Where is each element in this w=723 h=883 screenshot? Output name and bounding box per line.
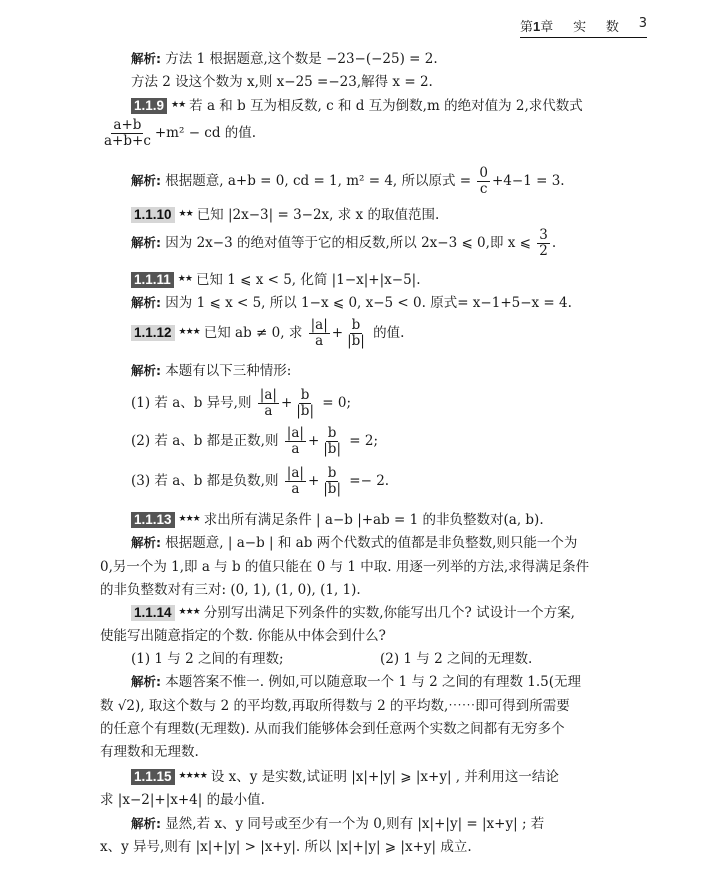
problem-number-tag: 1.1.14: [131, 605, 175, 621]
problem-1-1-13: 1.1.13 ★★★ 求出所有满足条件 | a−b |+ab = 1 的非负整数对(a, b).: [131, 510, 544, 529]
solution-1-1-13: 解析: 根据题意, | a−b | 和 ab 两个代数式的值都是非负整数,则只能一个为: [131, 535, 578, 551]
fraction: $\frac{0}{c}$: [479, 165, 488, 197]
solution-1-1-12: 解析: 本题有以下三种情形:: [131, 363, 292, 379]
problem-number-tag: 1.1.15: [131, 769, 175, 785]
intro-method2: 方法 2 设这个数为 x,则 x−25 =−23,解得 x = 2.: [131, 74, 433, 90]
page-header: [520, 16, 647, 38]
fraction: $\frac{|a|}{a}$: [286, 425, 304, 457]
fraction: $\frac{|a|}{a}$: [310, 317, 328, 349]
chapter-title-1: 实: [573, 20, 587, 35]
fraction: $\frac{a+b}{a+b+c}$: [104, 117, 151, 149]
intro-method1: 解析: 方法 1 根据题意,这个数是 −23−(−25) = 2.: [131, 51, 438, 67]
difficulty-stars-icon: ★★: [171, 100, 186, 110]
difficulty-stars-icon: ★★: [178, 209, 193, 219]
problem-1-1-11: 1.1.11 ★★ 已知 1 ⩽ x < 5, 化简 |1−x|+|x−5|.: [131, 270, 421, 289]
problem-number-tag: 1.1.13: [131, 512, 175, 528]
problem-number-tag: 1.1.10: [131, 207, 175, 223]
problem-1-1-14-line2: 使能写出随意指定的个数. 你能从中体会到什么?: [100, 628, 386, 644]
fraction: $\frac{b}{|b|}$: [347, 317, 365, 349]
chapter-title-2: 数: [605, 20, 619, 35]
difficulty-stars-icon: ★★★: [178, 327, 200, 337]
fraction: $\frac{b}{|b|}$: [323, 425, 341, 457]
problem-1-1-15: 1.1.15 ★★★★ 设 x、y 是实数,试证明 |x|+|y| ⩾ |x+y| , 并利用这一结论: [131, 767, 559, 786]
solution-1-1-10: 解析: 因为 2x−3 的绝对值等于它的相反数,所以 2x−3 ⩽ 0,即 x ⩽ $\frac{3}{2}$ .: [131, 227, 557, 259]
solution-1-1-15-line2: x、y 异号,则有 |x|+|y| > |x+y|. 所以 |x|+|y| ⩾ |x+y| 成立.: [100, 839, 472, 855]
solution-1-1-14-line4: 有理数和无理数.: [100, 744, 199, 760]
problem-1-1-10: 1.1.10 ★★ 已知 |2x−3| = 3−2x, 求 x 的取值范围.: [131, 205, 439, 224]
fraction: $\frac{b}{|b|}$: [323, 465, 341, 497]
difficulty-stars-icon: ★★★: [178, 514, 200, 524]
problem-number-tag: 1.1.9: [131, 98, 167, 114]
problem-1-1-14-sub1: (1) 1 与 2 之间的有理数;: [131, 651, 284, 667]
case-3: (3) 若 a、b 都是负数,则 $\frac{|a|}{a}$ + $\frac{b}{|b|}$ =− 2.: [131, 465, 390, 497]
problem-number-tag: 1.1.12: [131, 325, 175, 341]
solution-1-1-13-line2: 0,另一个为 1,即 a 与 b 的值只能在 0 与 1 中取. 用逐一列举的方法,求得满足条件: [100, 559, 590, 575]
case-1: (1) 若 a、b 异号,则 $\frac{|a|}{a}$ + $\frac{b}{|b|}$ = 0;: [131, 387, 352, 419]
solution-1-1-14-line2: 数 √2), 取这个数与 2 的平均数,再取所得数与 2 的平均数,⋯⋯即可得到所需要: [100, 698, 570, 714]
problem-1-1-15-line2: 求 |x−2|+|x+4| 的最小值.: [100, 792, 265, 808]
difficulty-stars-icon: ★★★: [178, 607, 200, 617]
problem-1-1-9-expr: $\frac{a+b}{a+b+c}$ +m² − cd 的值.: [104, 117, 257, 149]
solution-1-1-11: 解析: 因为 1 ⩽ x < 5, 所以 1−x ⩽ 0, x−5 < 0. 原式= x−1+5−x = 4.: [131, 295, 572, 311]
chapter-label: 第1章: [520, 19, 554, 35]
problem-1-1-14-sub2: (2) 1 与 2 之间的无理数.: [380, 651, 533, 667]
case-2: (2) 若 a、b 都是正数,则 $\frac{|a|}{a}$ + $\frac{b}{|b|}$ = 2;: [131, 425, 379, 457]
fraction: $\frac{b}{|b|}$: [296, 387, 314, 419]
problem-1-1-9: 1.1.9 ★★ 若 a 和 b 互为相反数, c 和 d 互为倒数,m 的绝对值为 2,求代数式: [131, 96, 583, 115]
fraction: $\frac{|a|}{a}$: [259, 387, 277, 419]
fraction: $\frac{|a|}{a}$: [286, 465, 304, 497]
solution-1-1-14-line3: 的任意个有理数(无理数). 从而我们能够体会到任意两个实数之间都有无穷多个: [100, 721, 565, 737]
solution-1-1-14: 解析: 本题答案不惟一. 例如,可以随意取一个 1 与 2 之间的有理数 1.5(无理: [131, 674, 582, 690]
fraction: $\frac{3}{2}$: [539, 227, 548, 259]
page-number: 3: [638, 16, 647, 31]
solution-1-1-15: 解析: 显然,若 x、y 同号或至少有一个为 0,则有 |x|+|y| = |x+y| ; 若: [131, 816, 545, 832]
difficulty-stars-icon: ★★★★: [178, 771, 207, 781]
solution-1-1-13-line3: 的非负整数对有三对: (0, 1), (1, 0), (1, 1).: [100, 582, 361, 598]
difficulty-stars-icon: ★★: [177, 274, 192, 284]
problem-1-1-14: 1.1.14 ★★★ 分别写出满足下列条件的实数,你能写出几个? 试设计一个方案,: [131, 603, 575, 622]
solution-1-1-9: 解析: 根据题意, a+b = 0, cd = 1, m² = 4, 所以原式 = $\frac{0}{c}$ +4−1 = 3.: [131, 165, 565, 197]
problem-1-1-12: 1.1.12 ★★★ 已知 ab ≠ 0, 求 $\frac{|a|}{a}$ + $\frac{b}{|b|}$ 的值.: [131, 318, 404, 349]
problem-number-tag: 1.1.11: [131, 272, 174, 288]
